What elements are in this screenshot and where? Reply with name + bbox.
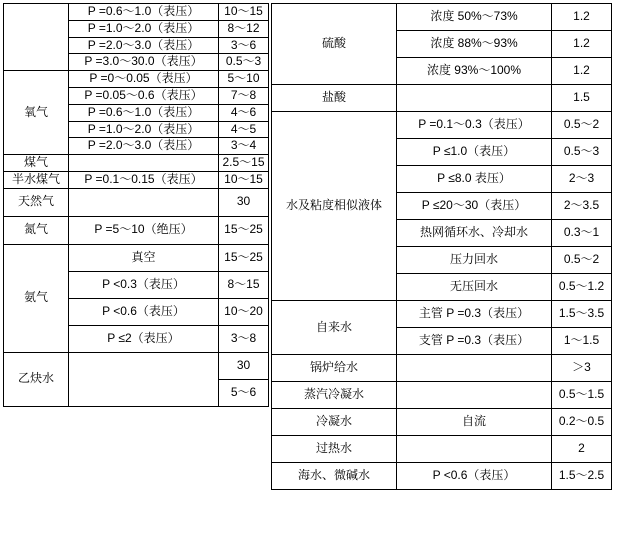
cell-velocity: 8～12: [219, 20, 269, 37]
cell-velocity: 2～3: [552, 166, 612, 193]
cell-condition: 支管 P =0.3（表压）: [397, 328, 552, 355]
cell-condition: P =0.6～1.0（表压）: [69, 4, 219, 21]
table-row: [4, 352, 269, 379]
cell-velocity: 1～1.5: [552, 328, 612, 355]
cell-condition: P =0.1～0.3（表压）: [397, 112, 552, 139]
cell-condition: P =5～10（绝压）: [69, 216, 219, 244]
cell-medium-water-and-similar-viscosity-liquids: 水及粘度相似液体: [272, 112, 397, 301]
cell-velocity: 5～10: [219, 71, 269, 88]
cell-condition: 主管 P =0.3（表压）: [397, 301, 552, 328]
cell-velocity: 0.5～1.5: [552, 382, 612, 409]
cell-condition: P =0.05～0.6（表压）: [69, 87, 219, 104]
table-row: [4, 4, 269, 21]
cell-velocity: 30: [219, 188, 269, 216]
cell-velocity: 2～3.5: [552, 193, 612, 220]
cell-condition: P <0.3（表压）: [69, 271, 219, 298]
cell-velocity: 10～15: [219, 171, 269, 188]
cell-condition: P =1.0～2.0（表压）: [69, 20, 219, 37]
cell-medium-steam-condensate: 蒸汽冷凝水: [272, 382, 397, 409]
cell-condition: [69, 155, 219, 172]
cell-velocity: 0.3～1: [552, 220, 612, 247]
cell-velocity: 10～15: [219, 4, 269, 21]
cell-condition: 压力回水: [397, 247, 552, 274]
cell-condition: P ≤1.0（表压）: [397, 139, 552, 166]
left-flow-velocity-table: [3, 3, 269, 407]
table-row: [272, 4, 612, 31]
cell-velocity: 3～4: [219, 138, 269, 155]
cell-medium-boiler-feedwater: 锅炉给水: [272, 355, 397, 382]
cell-condition: 热网循环水、冷却水: [397, 220, 552, 247]
cell-medium-superheated-water: 过热水: [272, 436, 397, 463]
table-row: [272, 463, 612, 490]
cell-condition: P =2.0～3.0（表压）: [69, 138, 219, 155]
cell-condition: [397, 382, 552, 409]
table-row: [272, 112, 612, 139]
cell-medium: [4, 4, 69, 71]
cell-condition: P ≤20～30（表压）: [397, 193, 552, 220]
cell-velocity: 1.5～2.5: [552, 463, 612, 490]
cell-velocity: 4～6: [219, 104, 269, 121]
cell-velocity: 2: [552, 436, 612, 463]
cell-condition: [397, 85, 552, 112]
cell-condition: 无压回水: [397, 274, 552, 301]
table-row: [4, 171, 269, 188]
cell-medium-sulfuric-acid: 硫酸: [272, 4, 397, 85]
table-row: [4, 188, 269, 216]
cell-velocity: 3～6: [219, 37, 269, 54]
table-row: [272, 436, 612, 463]
cell-condition: 浓度 50%～73%: [397, 4, 552, 31]
cell-medium-oxygen: 氧气: [4, 71, 69, 155]
cell-condition: P =0.1～0.15（表压）: [69, 171, 219, 188]
cell-medium-hydrochloric-acid: 盐酸: [272, 85, 397, 112]
cell-velocity: 15～25: [219, 244, 269, 271]
cell-velocity: 1.2: [552, 4, 612, 31]
right-flow-velocity-table: [271, 3, 612, 490]
cell-condition: [69, 188, 219, 216]
cell-condition: P =3.0～30.0（表压）: [69, 54, 219, 71]
cell-medium-condensate: 冷凝水: [272, 409, 397, 436]
table-row: [4, 244, 269, 271]
cell-medium-seawater-brackish: 海水、微碱水: [272, 463, 397, 490]
cell-velocity: 10～20: [219, 298, 269, 325]
cell-velocity: 7～8: [219, 87, 269, 104]
table-row: [4, 216, 269, 244]
cell-medium-acetylene-water: 乙炔水: [4, 352, 69, 406]
cell-velocity: 5～6: [219, 379, 269, 406]
cell-velocity: 0.5～2: [552, 112, 612, 139]
cell-condition: P =0～0.05（表压）: [69, 71, 219, 88]
cell-medium-tap-water: 自来水: [272, 301, 397, 355]
cell-condition: P <0.6（表压）: [69, 298, 219, 325]
cell-condition: P ≤8.0 表压）: [397, 166, 552, 193]
cell-velocity: 8～15: [219, 271, 269, 298]
table-row: [272, 85, 612, 112]
table-row: [4, 71, 269, 88]
cell-medium-nitrogen: 氮气: [4, 216, 69, 244]
cell-condition: [69, 352, 219, 406]
cell-condition: 浓度 88%～93%: [397, 31, 552, 58]
cell-velocity: 1.5: [552, 85, 612, 112]
cell-velocity: 15～25: [219, 216, 269, 244]
cell-condition: P =0.6～1.0（表压）: [69, 104, 219, 121]
cell-condition: 浓度 93%～100%: [397, 58, 552, 85]
cell-velocity: 30: [219, 352, 269, 379]
cell-velocity: 3～8: [219, 325, 269, 352]
table-row: [272, 382, 612, 409]
table-row: [272, 355, 612, 382]
cell-velocity: 1.2: [552, 58, 612, 85]
cell-condition: 真空: [69, 244, 219, 271]
cell-velocity: ＞3: [552, 355, 612, 382]
cell-velocity: 0.2～0.5: [552, 409, 612, 436]
cell-medium-natural-gas: 天然气: [4, 188, 69, 216]
cell-velocity: 1.5～3.5: [552, 301, 612, 328]
cell-condition: [397, 436, 552, 463]
cell-velocity: 0.5～3: [552, 139, 612, 166]
cell-condition: P =2.0～3.0（表压）: [69, 37, 219, 54]
cell-condition: [397, 355, 552, 382]
cell-velocity: 0.5～1.2: [552, 274, 612, 301]
cell-condition: 自流: [397, 409, 552, 436]
table-row: [272, 301, 612, 328]
table-row: [272, 409, 612, 436]
cell-velocity: 1.2: [552, 31, 612, 58]
cell-velocity: 2.5～15: [219, 155, 269, 172]
cell-medium-ammonia: 氨气: [4, 244, 69, 352]
cell-velocity: 0.5～3: [219, 54, 269, 71]
cell-velocity: 0.5～2: [552, 247, 612, 274]
cell-condition: P ≤2（表压）: [69, 325, 219, 352]
cell-velocity: 4～5: [219, 121, 269, 138]
cell-medium-coal-gas: 煤气: [4, 155, 69, 172]
cell-medium-semi-water-gas: 半水煤气: [4, 171, 69, 188]
table-row: [4, 155, 269, 172]
cell-condition: P =1.0～2.0（表压）: [69, 121, 219, 138]
cell-condition: P <0.6（表压）: [397, 463, 552, 490]
